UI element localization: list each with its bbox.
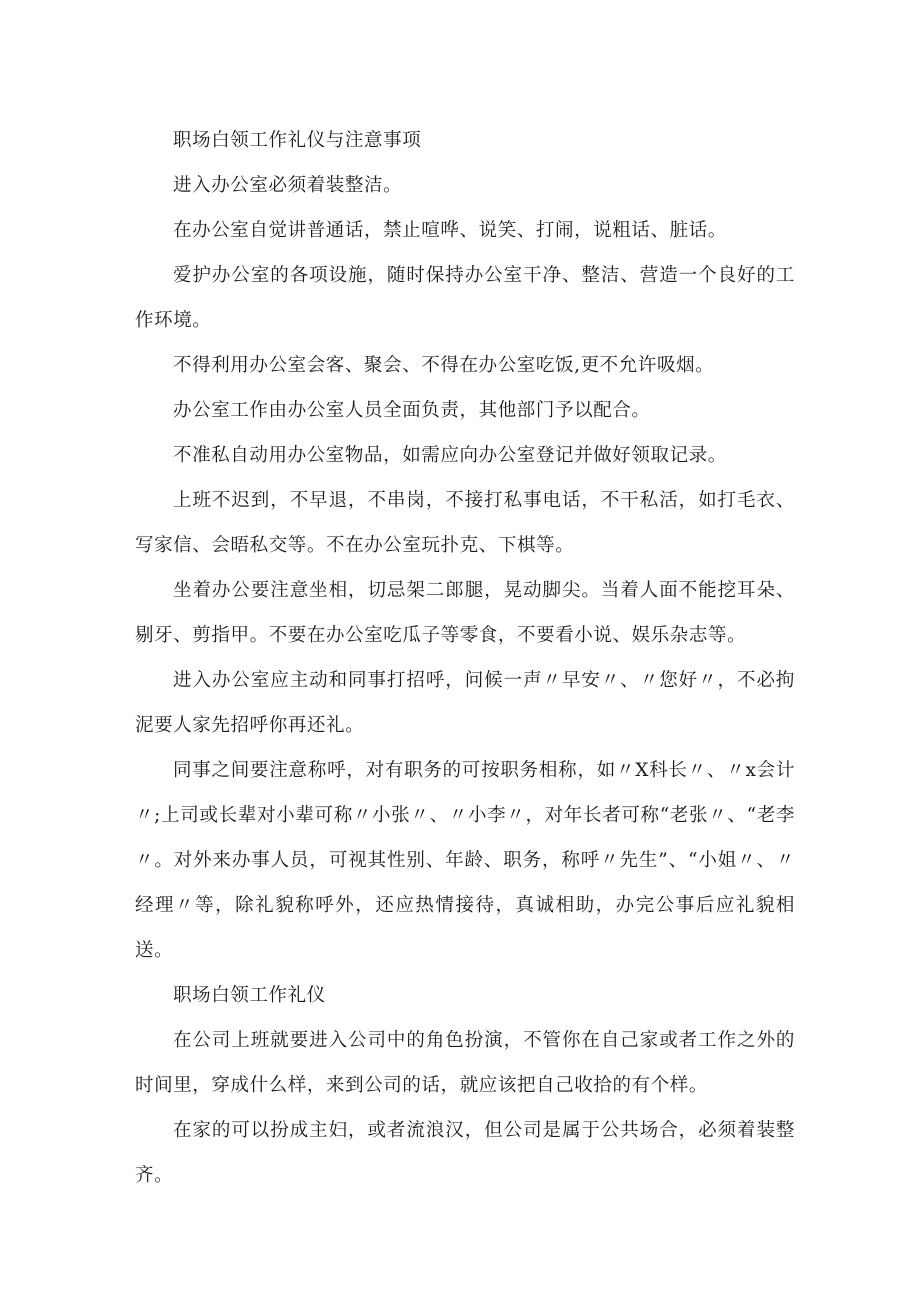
paragraph-supplies: 不准私自动用办公室物品，如需应向办公室登记并做好领取记录。 <box>173 445 727 466</box>
paragraph-public-attire: 在家的可以扮成主妇，或者流浪汉，但公司是属于公共场合，必须着装整齐。 <box>135 1120 795 1186</box>
paragraph-role-playing: 在公司上班就要进入公司中的角色扮演，不管你在自己家或者工作之外的时间里，穿成什么样，来到公司的话，就应该把自己收拾的有个样。 <box>135 1030 795 1096</box>
paragraph-dress-code: 进入办公室必须着装整洁。 <box>173 175 403 196</box>
paragraph-responsibility: 办公室工作由办公室人员全面负责，其他部门予以配合。 <box>173 400 651 421</box>
paragraph-punctuality: 上班不迟到，不早退，不串岗，不接打私事电话，不干私活，如打毛衣、写家信、会晤私交等。不在办公室玩扑克、下棋等。 <box>135 490 795 556</box>
paragraph-no-guests: 不得利用办公室会客、聚会、不得在办公室吃饭,更不允许吸烟。 <box>173 355 715 376</box>
paragraph-speech: 在办公室自觉讲普通话，禁止喧哗、说笑、打闹，说粗话、脏话。 <box>173 220 727 241</box>
paragraph-posture: 坐着办公要注意坐相，切忌架二郎腿，晃动脚尖。当着人面不能挖耳朵、剔牙、剪指甲。不要在办公室吃瓜子等零食，不要看小说、娱乐杂志等。 <box>135 580 795 646</box>
paragraph-greeting: 进入办公室应主动和同事打招呼，问候一声〃早安〃、〃您好〃，不必拘泥要人家先招呼你再还礼。 <box>135 670 795 736</box>
section-title: 职场白领工作礼仪 <box>173 985 326 1006</box>
paragraph-facilities: 爱护办公室的各项设施，随时保持办公室干净、整洁、营造一个良好的工作环境。 <box>135 265 795 331</box>
document-body <box>135 118 795 1198</box>
document-title: 职场白领工作礼仪与注意事项 <box>173 130 422 151</box>
paragraph-forms-of-address: 同事之间要注意称呼，对有职务的可按职务相称，如〃X科长〃、〃x会计〃;上司或长辈对小辈可称〃小张〃、〃小李〃，对年长者可称“老张〃、“老李〃。对外来办事人员，可视其性别、年龄、职务，称呼〃先生”、“小姐〃、〃经理〃等，除礼貌称呼外，还应热情接待，真诚相助，办完公事后应礼貌相送。 <box>135 760 795 961</box>
